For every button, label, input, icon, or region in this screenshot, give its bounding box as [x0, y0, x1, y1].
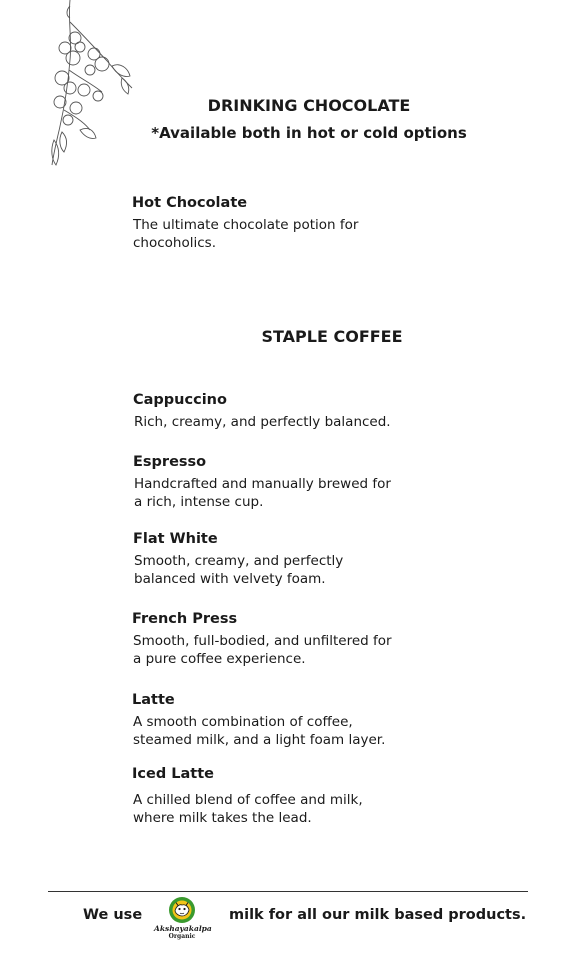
- akshayakalpa-logo-icon: [168, 896, 196, 924]
- footer-text-suffix: milk for all our milk based products.: [229, 907, 527, 923]
- akshayakalpa-logo: [154, 896, 210, 946]
- item-description: The ultimate chocolate potion for chocoholics.: [133, 217, 359, 251]
- item-description: A chilled blend of coffee and milk, where milk takes the lead.: [133, 792, 363, 826]
- item-name: Espresso: [133, 454, 207, 470]
- logo-subtitle: Organic: [168, 933, 196, 940]
- menu-item-cappuccino: [133, 391, 403, 431]
- menu-item-french-press: [132, 610, 402, 668]
- menu-item-espresso: [133, 453, 403, 511]
- section-subtitle-availability: *Available both in hot or cold options: [151, 124, 467, 142]
- menu-item-latte: [132, 691, 402, 749]
- item-description: Rich, creamy, and perfectly balanced.: [134, 414, 391, 430]
- item-description: Smooth, full-bodied, and unfiltered for a pure coffee experience.: [133, 633, 392, 667]
- footer-divider: [48, 891, 528, 892]
- branch-illustration-icon: [40, 0, 140, 170]
- footer-text-prefix: We use: [83, 907, 143, 923]
- section-title-drinking-chocolate: DRINKING CHOCOLATE: [207, 96, 411, 115]
- item-description: Smooth, creamy, and perfectly balanced with velvety foam.: [134, 553, 344, 587]
- item-name: French Press: [132, 611, 238, 627]
- menu-item-hot-chocolate: [132, 194, 402, 252]
- menu-item-flat-white: [133, 530, 403, 588]
- item-description: A smooth combination of coffee, steamed milk, and a light foam layer.: [133, 714, 386, 748]
- item-name: Hot Chocolate: [132, 195, 248, 211]
- section-title-staple-coffee: STAPLE COFFEE: [261, 327, 403, 346]
- item-name: Cappuccino: [133, 392, 227, 408]
- item-name: Flat White: [133, 531, 218, 547]
- menu-item-iced-latte: [132, 765, 402, 827]
- item-name: Latte: [132, 692, 175, 708]
- item-description: Handcrafted and manually brewed for a rich, intense cup.: [134, 476, 391, 510]
- logo-wordmark: Akshayakalpa: [154, 924, 212, 933]
- item-name: Iced Latte: [132, 766, 214, 782]
